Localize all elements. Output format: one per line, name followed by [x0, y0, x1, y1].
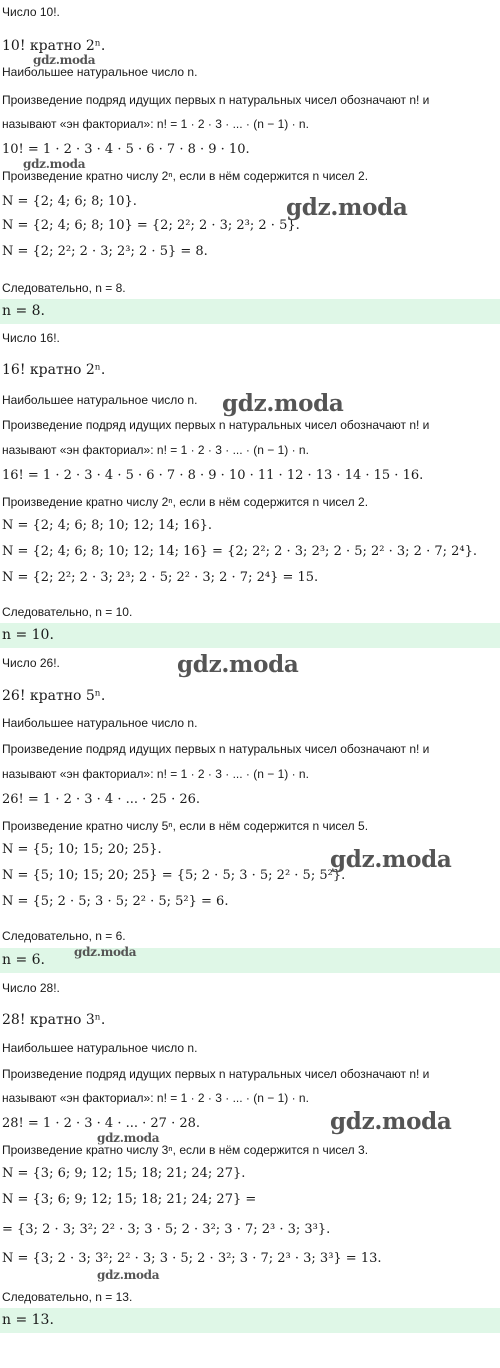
set-line-2b: N = {2; 4; 6; 8; 10; 12; 14; 16} = {2; 2²; 2 · 3; 2³; 2 · 5; 2² · 3; 2 · 7; 2⁴}. — [2, 544, 478, 559]
answer-2: n = 10. — [2, 627, 54, 643]
expansion-line-1: 10! = 1 · 2 · 3 · 4 · 5 · 6 · 7 · 8 · 9 · 10. — [2, 142, 250, 157]
conclusion-line-3: Следовательно, n = 6. — [2, 929, 126, 943]
definition-line-3b: называют «эн факториал»: n! = 1 · 2 · 3 · ... · (n − 1) · n. — [2, 767, 309, 781]
answer-band-2 — [0, 623, 500, 648]
set-line-4c: = {3; 2 · 3; 3²; 2² · 3; 3 · 5; 2 · 3²; 3 · 7; 2³ · 3; 3³}. — [2, 1222, 331, 1237]
divisible-line-2: 16! кратно 2ⁿ. — [2, 362, 106, 378]
number-line-1: Число 10!. — [2, 5, 60, 19]
watermark: gdz.moda — [97, 1268, 160, 1282]
answer-band-1 — [0, 299, 500, 324]
definition-line-1b: называют «эн факториал»: n! = 1 · 2 · 3 · ... · (n − 1) · n. — [2, 117, 309, 131]
divisible-line-3: 26! кратно 5ⁿ. — [2, 688, 106, 704]
answer-1: n = 8. — [2, 303, 46, 319]
conclusion-line-2: Следовательно, n = 10. — [2, 605, 133, 619]
condition-line-2: Произведение кратно числу 2ⁿ, если в нём содержится n чисел 2. — [2, 495, 369, 509]
set-line-2c: N = {2; 2²; 2 · 3; 2³; 2 · 5; 2² · 3; 2 · 7; 2⁴} = 15. — [2, 570, 319, 585]
definition-line-4a: Произведение подряд идущих первых n натуральных чисел обозначают n! и — [2, 1067, 430, 1081]
definition-line-3a: Произведение подряд идущих первых n натуральных чисел обозначают n! и — [2, 742, 430, 756]
set-line-1a: N = {2; 4; 6; 8; 10}. — [2, 194, 137, 209]
watermark: gdz.moda — [330, 846, 452, 873]
set-line-4b: N = {3; 6; 9; 12; 15; 18; 21; 24; 27} = — [2, 1192, 257, 1207]
watermark: gdz.moda — [33, 53, 96, 67]
number-line-3: Число 26!. — [2, 656, 60, 670]
divisible-line-4: 28! кратно 3ⁿ. — [2, 1012, 106, 1028]
watermark: gdz.moda — [330, 1108, 452, 1135]
watermark: gdz.moda — [177, 651, 299, 678]
definition-line-1a: Произведение подряд идущих первых n натуральных чисел обозначают n! и — [2, 93, 430, 107]
definition-line-2b: называют «эн факториал»: n! = 1 · 2 · 3 · ... · (n − 1) · n. — [2, 443, 309, 457]
set-line-3c: N = {5; 2 · 5; 3 · 5; 2² · 5; 5²} = 6. — [2, 894, 229, 909]
definition-line-2a: Произведение подряд идущих первых n натуральных чисел обозначают n! и — [2, 418, 430, 432]
expansion-line-4: 28! = 1 · 2 · 3 · 4 · ... · 27 · 28. — [2, 1116, 201, 1131]
answer-4: n = 13. — [2, 1312, 54, 1328]
greatest-line-3: Наибольшее натуральное число n. — [2, 716, 198, 730]
set-line-3a: N = {5; 10; 15; 20; 25}. — [2, 842, 162, 857]
watermark: gdz.moda — [222, 390, 344, 417]
answer-band-4 — [0, 1308, 500, 1333]
watermark: gdz.moda — [286, 194, 408, 221]
definition-line-4b: называют «эн факториал»: n! = 1 · 2 · 3 · ... · (n − 1) · n. — [2, 1091, 309, 1105]
set-line-3b: N = {5; 10; 15; 20; 25} = {5; 2 · 5; 3 · 5; 2² · 5; 5²}. — [2, 868, 346, 883]
watermark: gdz.moda — [97, 1131, 160, 1145]
condition-line-1: Произведение кратно числу 2ⁿ, если в нём содержится n чисел 2. — [2, 169, 369, 183]
set-line-1b: N = {2; 4; 6; 8; 10} = {2; 2²; 2 · 3; 2³; 2 · 5}. — [2, 218, 300, 233]
conclusion-line-1: Следовательно, n = 8. — [2, 281, 126, 295]
set-line-4a: N = {3; 6; 9; 12; 15; 18; 21; 24; 27}. — [2, 1166, 246, 1181]
answer-3: n = 6. — [2, 952, 46, 968]
expansion-line-2: 16! = 1 · 2 · 3 · 4 · 5 · 6 · 7 · 8 · 9 · 10 · 11 · 12 · 13 · 14 · 15 · 16. — [2, 468, 424, 483]
number-line-4: Число 28!. — [2, 981, 60, 995]
condition-line-4: Произведение кратно числу 3ⁿ, если в нём содержится n чисел 3. — [2, 1143, 369, 1157]
expansion-line-3: 26! = 1 · 2 · 3 · 4 · ... · 25 · 26. — [2, 792, 201, 807]
set-line-2a: N = {2; 4; 6; 8; 10; 12; 14; 16}. — [2, 518, 213, 533]
watermark: gdz.moda — [74, 945, 137, 959]
divisible-line-1: 10! кратно 2ⁿ. — [2, 38, 106, 54]
greatest-line-2: Наибольшее натуральное число n. — [2, 393, 198, 407]
watermark: gdz.moda — [23, 157, 86, 171]
condition-line-3: Произведение кратно числу 5ⁿ, если в нём содержится n чисел 5. — [2, 819, 369, 833]
greatest-line-4: Наибольшее натуральное число n. — [2, 1041, 198, 1055]
set-line-1c: N = {2; 2²; 2 · 3; 2³; 2 · 5} = 8. — [2, 244, 208, 259]
number-line-2: Число 16!. — [2, 331, 60, 345]
set-line-4d: N = {3; 2 · 3; 3²; 2² · 3; 3 · 5; 2 · 3²; 3 · 7; 2³ · 3; 3³} = 13. — [2, 1251, 382, 1266]
greatest-line-1: Наибольшее натуральное число n. — [2, 65, 198, 79]
conclusion-line-4: Следовательно, n = 13. — [2, 1290, 133, 1304]
